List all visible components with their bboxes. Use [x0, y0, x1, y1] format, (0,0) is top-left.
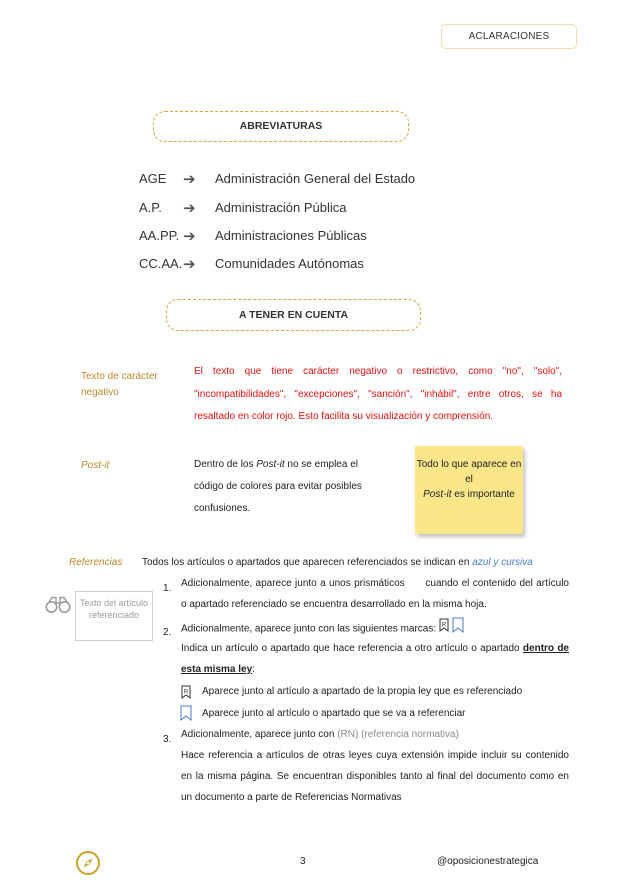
list-number: 1. — [163, 583, 172, 594]
marks-explanation: Indica un artículo o apartado que hace referencia a otro artículo o apartado dentro de esta misma ley: — [181, 643, 569, 675]
arrow-right-icon: ➔ — [183, 256, 196, 273]
abbreviation-description: Administración Pública — [215, 200, 347, 215]
bookmark-r-icon — [181, 685, 191, 704]
references-intro: Todos los artículos o apartados que aparecen referenciados se indican en azul y cursiva — [142, 557, 533, 568]
negative-text-label: Texto de carácter negativo — [81, 371, 158, 398]
arrow-right-icon: ➔ — [183, 171, 196, 188]
abbreviation-description: Administraciones Públicas — [215, 228, 367, 243]
list-number: 3. — [163, 734, 172, 745]
abbreviation-description: Administración General del Estado — [215, 171, 416, 186]
referenced-article-box: Texto del artículo referenciado — [75, 591, 153, 641]
bookmark-r-icon — [439, 618, 449, 640]
postit-note: Todo lo que aparece en el Post-it es importante — [415, 446, 523, 534]
postit-label: Post-it — [81, 460, 110, 471]
postit-description: Dentro de los Post-it no se emplea el código de colores para evitar posibles confusiones. — [194, 459, 362, 514]
mark-explanation-referencing: Aparece junto al artículo o apartado que se va a referenciar — [202, 708, 466, 719]
notes-title: A TENER EN CUENTA — [166, 299, 421, 331]
abbreviations-title: ABREVIATURAS — [153, 111, 409, 142]
compass-logo-icon — [75, 850, 101, 881]
list-number: 2. — [163, 627, 172, 638]
abbreviation-code: A.P. — [139, 200, 162, 215]
abbreviation-code: AA.PP. — [139, 228, 180, 243]
binoculars-icon — [45, 596, 71, 619]
normative-explanation: Hace referencia a artículos de otras leyes cuya extensión impide incluir su contenido en la misma página. Se encuentran disponibles tanto al final del documento como en un documento a parte de Referencias Normativas — [181, 750, 569, 803]
svg-text:R: R — [441, 622, 447, 629]
social-handle: @oposicionestrategica — [437, 856, 539, 867]
section-tab: ACLARACIONES — [441, 24, 577, 49]
negative-text-description: El texto que tiene carácter negativo o restrictivo, como "no", "solo", "incompatibilidades", "excepciones", "sanción", "inhábil", entre otros, se ha resaltado en color rojo. Esto facilita su visualización y comprensión. — [194, 366, 562, 422]
svg-text:R: R — [183, 689, 189, 696]
references-label: Referencias — [69, 557, 123, 568]
list-item-normative: Adicionalmente, aparece junto con (RN) (referencia normativa) — [181, 729, 459, 740]
page-number: 3 — [300, 856, 306, 867]
arrow-right-icon: ➔ — [183, 200, 196, 217]
list-item-marks: Adicionalmente, aparece junto con las siguientes marcas: R — [181, 617, 569, 641]
arrow-right-icon: ➔ — [183, 228, 196, 245]
bookmark-icon — [180, 705, 192, 726]
abbreviation-code: CC.AA. — [139, 256, 183, 271]
mark-explanation-referenced: Aparece junto al artículo a apartado de la propia ley que es referenciado — [202, 686, 523, 697]
list-item-binoculars: Adicionalmente, aparece junto a unos prismáticos cuando el contenido del artículo o apartado referenciado se encuentra desarrollado en la misma hoja. — [181, 578, 569, 610]
abbreviation-description: Comunidades Autónomas — [215, 256, 364, 271]
abbreviation-code: AGE — [139, 171, 167, 186]
